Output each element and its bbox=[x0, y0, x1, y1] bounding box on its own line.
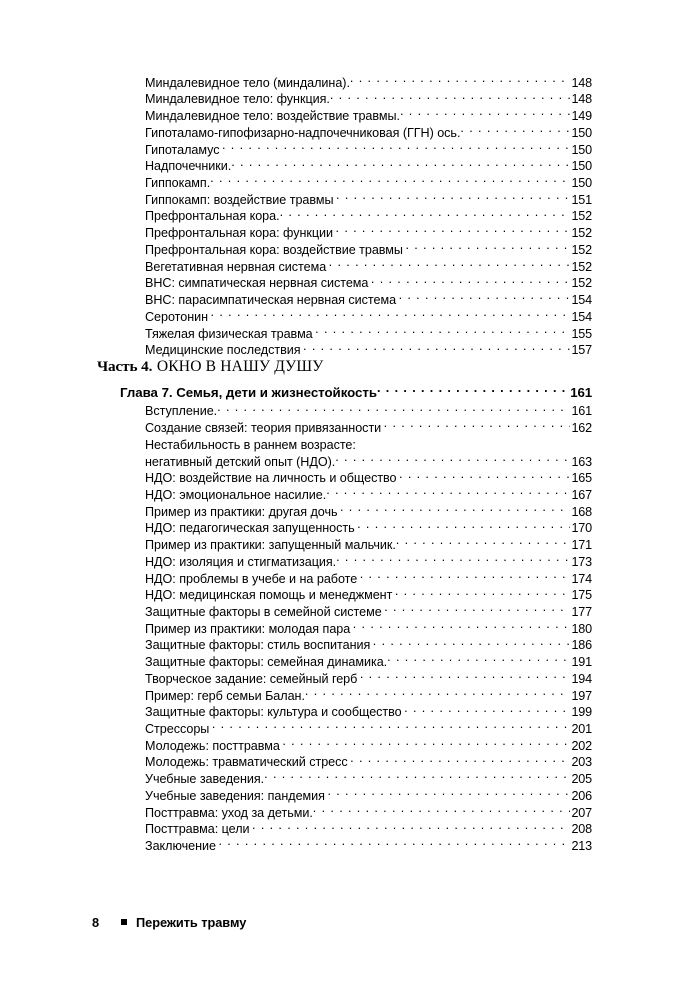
toc-leader-dots bbox=[335, 449, 570, 466]
toc-entry-title: Пример из практики: молодая пара bbox=[145, 621, 351, 636]
toc-leader-dots bbox=[336, 220, 570, 237]
toc-entry-title: Префронтальная кора: воздействие травмы bbox=[145, 242, 403, 257]
toc-leader-dots bbox=[305, 683, 570, 700]
toc-entry-title: НДО: воздействие на личность и общество bbox=[145, 471, 397, 486]
toc-entry-title: Защитные факторы: культура и сообщество bbox=[145, 705, 402, 720]
toc-entry-row[interactable] bbox=[0, 449, 689, 469]
toc-leader-dots bbox=[350, 750, 570, 767]
toc-entry-title: Заключение bbox=[145, 839, 216, 854]
toc-entry-page: 213 bbox=[571, 839, 592, 854]
toc-leader-dots bbox=[327, 783, 570, 800]
toc-leader-dots bbox=[315, 321, 570, 338]
toc-leader-dots bbox=[357, 516, 570, 533]
toc-entry-page: 167 bbox=[571, 487, 592, 502]
toc-entry-page: 149 bbox=[571, 109, 592, 124]
toc-entry-page: 168 bbox=[571, 504, 592, 519]
toc-leader-dots bbox=[231, 154, 570, 171]
toc-entry-list bbox=[0, 70, 689, 854]
toc-entry-page: 148 bbox=[571, 92, 592, 107]
toc-entry-page: 201 bbox=[571, 722, 592, 737]
toc-entry-title: НДО: медицинская помощь и менеджмент bbox=[145, 588, 393, 603]
toc-entry-page: 186 bbox=[571, 638, 592, 653]
toc-entry-page: 150 bbox=[571, 159, 592, 174]
toc-leader-dots bbox=[360, 566, 570, 583]
page-folio-number: 8 bbox=[92, 914, 100, 930]
toc-entry-title: Посттравма: уход за детьми. bbox=[145, 805, 313, 820]
toc-leader-dots bbox=[211, 304, 570, 321]
toc-entry-page: 148 bbox=[571, 75, 592, 90]
running-head-title: Пережить травму bbox=[136, 914, 247, 930]
toc-leader-dots bbox=[384, 415, 570, 432]
toc-entry-title: Нестабильность в раннем возрасте: bbox=[145, 437, 356, 452]
toc-entry-row[interactable] bbox=[0, 70, 689, 90]
toc-leader-dots bbox=[303, 338, 570, 355]
toc-leader-dots bbox=[396, 532, 570, 549]
toc-leader-dots bbox=[350, 70, 570, 87]
toc-entry-title: Миндалевидное тело: воздействие травмы. bbox=[145, 109, 400, 124]
toc-entry-page: 152 bbox=[571, 226, 592, 241]
toc-leader-dots bbox=[330, 87, 570, 104]
toc-leader-dots bbox=[336, 187, 570, 204]
toc-entry-title: Творческое задание: семейный герб bbox=[145, 671, 358, 686]
toc-leader-dots bbox=[222, 137, 570, 154]
toc-leader-dots bbox=[399, 287, 570, 304]
toc-entry-title: НДО: изоляция и стигматизация. bbox=[145, 554, 337, 569]
toc-entry-page: 171 bbox=[571, 538, 592, 553]
toc-leader-dots bbox=[377, 380, 569, 397]
toc-entry-title: Гиппокамп. bbox=[145, 176, 211, 191]
toc-entry-page: 174 bbox=[571, 571, 592, 586]
toc-entry-title: Гипоталамус bbox=[145, 142, 220, 157]
toc-leader-dots bbox=[360, 666, 570, 683]
toc-entry-page: 154 bbox=[571, 293, 592, 308]
toc-entry-title: ВНС: симпатическая нервная система bbox=[145, 276, 369, 291]
toc-entry-page: 199 bbox=[571, 705, 592, 720]
toc-leader-dots bbox=[405, 237, 570, 254]
toc-entry-page: 157 bbox=[571, 343, 592, 358]
toc-entry-page: 152 bbox=[571, 209, 592, 224]
toc-part-title: ОКНО В НАШУ ДУШУ bbox=[156, 358, 324, 376]
toc-entry-title: Вступление. bbox=[145, 404, 218, 419]
toc-leader-dots bbox=[399, 466, 570, 483]
toc-entry-page: 205 bbox=[571, 772, 592, 787]
toc-entry-page: 151 bbox=[571, 192, 592, 207]
toc-entry-title: Надпочечники. bbox=[145, 159, 232, 174]
toc-leader-dots bbox=[282, 733, 570, 750]
toc-entry-page: 155 bbox=[571, 326, 592, 341]
toc-entry-page: 150 bbox=[571, 142, 592, 157]
toc-part-label: Часть 4. bbox=[97, 358, 153, 376]
toc-chapter-row[interactable] bbox=[0, 380, 689, 400]
toc-entry-page: 173 bbox=[571, 554, 592, 569]
toc-leader-dots bbox=[313, 800, 570, 817]
toc-leader-dots bbox=[326, 482, 570, 499]
toc-leader-dots bbox=[212, 716, 570, 733]
toc-entry-title: Серотонин bbox=[145, 309, 209, 324]
toc-entry-title: Молодежь: посттравма bbox=[145, 738, 280, 753]
toc-entry-title: Посттравма: цели bbox=[145, 822, 250, 837]
toc-entry-page: 150 bbox=[571, 176, 592, 191]
toc-leader-dots bbox=[218, 833, 569, 850]
toc-entry-page: 152 bbox=[571, 242, 592, 257]
toc-entry-page: 152 bbox=[571, 276, 592, 291]
toc-entry-title: Молодежь: травматический стресс bbox=[145, 755, 348, 770]
toc-entry-title: Вегетативная нервная система bbox=[145, 259, 327, 274]
toc-entry-title: Префронтальная кора. bbox=[145, 209, 280, 224]
toc-leader-dots bbox=[400, 103, 570, 120]
toc-leader-dots bbox=[384, 599, 570, 616]
square-bullet-icon bbox=[121, 919, 127, 925]
toc-entry-page: 162 bbox=[571, 421, 592, 436]
toc-entry-page: 202 bbox=[571, 738, 592, 753]
toc-entry-page: 203 bbox=[571, 755, 592, 770]
toc-leader-dots bbox=[373, 633, 570, 650]
toc-entry-title: Создание связей: теория привязанности bbox=[145, 421, 382, 436]
page-footer bbox=[0, 910, 689, 934]
toc-entry-title: Пример: герб семьи Балан. bbox=[145, 688, 305, 703]
toc-leader-dots bbox=[353, 616, 570, 633]
toc-leader-dots bbox=[264, 766, 570, 783]
toc-entry-page: 197 bbox=[571, 688, 592, 703]
toc-leader-dots bbox=[404, 700, 570, 717]
toc-entry-title: Миндалевидное тело: функция. bbox=[145, 92, 330, 107]
toc-entry-page: 163 bbox=[571, 454, 592, 469]
toc-chapter-title: Глава 7. Семья, дети и жизнестойкость bbox=[120, 384, 377, 400]
toc-entry-page: 208 bbox=[571, 822, 592, 837]
toc-entry-page: 170 bbox=[571, 521, 592, 536]
toc-entry-title: Защитные факторы в семейной системе bbox=[145, 605, 382, 619]
toc-entry-title: Защитные факторы: семейная динамика. bbox=[145, 655, 388, 670]
toc-entry-page: 154 bbox=[571, 309, 592, 324]
toc-leader-dots bbox=[460, 120, 570, 137]
toc-entry-page: 191 bbox=[571, 655, 592, 670]
toc-section-brain bbox=[0, 70, 689, 358]
toc-leader-dots bbox=[336, 549, 570, 566]
toc-leader-dots bbox=[329, 254, 570, 271]
toc-entry-title: ВНС: парасимпатическая нервная система bbox=[145, 293, 397, 308]
toc-leader-dots bbox=[280, 204, 570, 221]
toc-entry-page: 177 bbox=[571, 605, 592, 619]
toc-leader-dots bbox=[358, 432, 590, 449]
toc-entry-page: 152 bbox=[571, 259, 592, 274]
toc-entry-title: Гиппокамп: воздействие травмы bbox=[145, 192, 334, 207]
toc-entry-title: Медицинские последствия bbox=[145, 343, 301, 358]
toc-entry-title: Миндалевидное тело (миндалина). bbox=[145, 75, 350, 90]
toc-entry-title: Тяжелая физическая травма bbox=[145, 326, 313, 341]
toc-leader-dots bbox=[395, 583, 570, 600]
toc-entry-title: Учебные заведения. bbox=[145, 772, 265, 787]
toc-entry-page: 194 bbox=[571, 671, 592, 686]
toc-section-family bbox=[0, 399, 689, 854]
toc-entry-title: Учебные заведения: пандемия bbox=[145, 788, 325, 803]
toc-entry-title: Префронтальная кора: функции bbox=[145, 226, 334, 241]
toc-part-heading bbox=[0, 359, 689, 376]
toc-entry-title: Пример из практики: запущенный мальчик. bbox=[145, 538, 396, 553]
toc-entry-title: НДО: проблемы в учебе и на работе bbox=[145, 571, 358, 586]
toc-leader-dots bbox=[371, 271, 570, 288]
toc-entry-title: Стрессоры bbox=[145, 722, 210, 737]
toc-entry-page: 180 bbox=[571, 621, 592, 636]
toc-entry-title: негативный детский опыт (НДО). bbox=[145, 454, 336, 469]
toc-leader-dots bbox=[210, 170, 570, 187]
toc-leader-dots bbox=[252, 817, 570, 834]
toc-entry-title: НДО: эмоциональное насилие. bbox=[145, 487, 327, 502]
toc-entry-page: 150 bbox=[571, 125, 592, 140]
toc-leader-dots bbox=[340, 499, 570, 516]
toc-leader-dots bbox=[217, 399, 570, 416]
toc-leader-dots bbox=[387, 649, 570, 666]
toc-entry-page: 175 bbox=[571, 588, 592, 603]
toc-entry-page: 206 bbox=[571, 788, 592, 803]
toc-entry-title: Гипоталамо-гипофизарно-надпочечниковая (ГГН) ось. bbox=[145, 125, 461, 140]
toc-entry-page: 207 bbox=[571, 805, 592, 820]
toc-entry-page: 161 bbox=[571, 404, 592, 419]
toc-entry-page: 165 bbox=[571, 471, 592, 486]
toc-entry-title: Пример из практики: другая дочь bbox=[145, 504, 338, 519]
toc-chapter-page: 161 bbox=[570, 384, 592, 400]
toc-entry-title: НДО: педагогическая запущенность bbox=[145, 521, 355, 536]
toc-entry-title: Защитные факторы: стиль воспитания bbox=[145, 638, 371, 653]
